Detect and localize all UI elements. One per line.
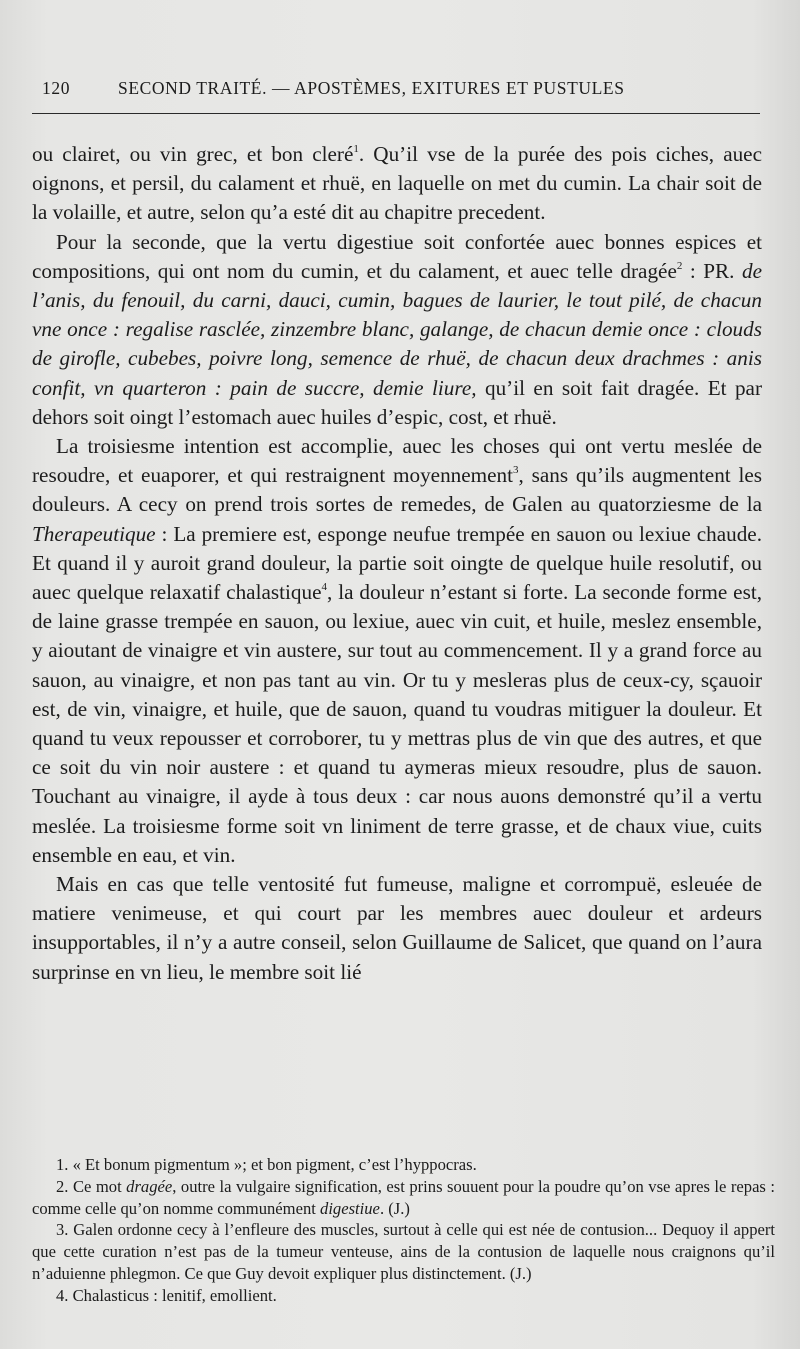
footnote-4: 4. Chalasticus : lenitif, emollient. [56,1285,277,1305]
footnotes [32,1154,775,1307]
page-number: 120 [42,78,71,98]
paragraph-3: La troisiesme intention est accomplie, auec les choses qui ont vertu meslée de resoudre, et euaporer, et qui restraignent moyennement$^3$, sans qu’ils augmentent les douleurs. A cecy on prend trois sortes de remedes, de Galen au quatorziesme de la Therapeutique : La premiere est, esponge neufue trempée en sauon ou lexiue chaude. Et quand il y auroit grand douleur, la partie soit oingte de quelque huile resolutif, ou auec quelque relaxatif chalastique$^4$, la douleur n’estant si forte. La seconde forme est, de laine grasse trempée en sauon, ou lexiue, auec vin cuit, et huile, meslez ensemble, y aioutant de vinaigre et vin austere, sur tout au commencement. Il y a grand force au sauon, au vinaigre, et non pas tant au vin. Or tu y mesleras plus de ceux-cy, sçauoir est, de vin, vinaigre, et huile, que de sauon, quand tu voudras mitiguer la douleur. Et quand tu veux repousser et corroborer, tu y mettras plus de vin que des autres, et que ce soit du vin noir austere : et quand tu aymeras mieux resoudre, plus de sauon. Touchant au vinaigre, il ayde à tous deux : car nous auons demonstré qu’il a vertu meslée. La troisiesme forme soit vn liniment de terre grasse, et de chaux viue, cuits ensemble en eau, et vin. [32,434,763,867]
footnote-ref-2[interactable]: 2 [676,259,683,272]
book-title: Therapeutique [32,521,156,546]
paragraph-1: ou clairet, ou vin grec, et bon cleré$^1$. Qu’il vse de la purée des pois ciches, auec oignons, et persil, du calament et rhuë, en laquelle on met du cumin. La chair soit de la volaille, et autre, selon qu’a esté dit au chapitre precedent. [32,142,762,225]
main-text [32,140,762,987]
recipe-text: de l’anis, du fenouil, du carni, dauci, cumin, bagues de laurier, le tout pilé, de chacun vne once : regalise rasclée, zinzembre blanc, galange, de chacun demie once : clouds de girofle, cubebes, poivre long, semence de rhuë, de chacun deux drachmes : anis confit, vn quarteron : pain de succre, demie liure, [32,258,762,400]
footnote-2: 2. Ce mot dragée, outre la vulgaire signification, est prins souuent pour la poudre qu’on vse apres le repas : comme celle qu’on nomme communément digestiue. (J.) [32,1176,775,1218]
footnote-3: 3. Galen ordonne cecy à l’enfleure des muscles, surtout à celle qui est née de contusion... Dequoy il appert que cette curation n’est pas de la tumeur venteuse, ains de la contusion de laquelle nous craignons qu’il n’aduienne phlegmon. Ce que Guy devoit expliquer plus distinctement. (J.) [32,1220,775,1283]
footnote-ref-3[interactable]: 3 [513,464,519,477]
paragraph-4: Mais en cas que telle ventosité fut fumeuse, maligne et corrompuë, esleuée de matiere venimeuse, et qui court par les membres auec douleur et ardeurs insupportables, il n’y a autre conseil, selon Guillaume de Salicet, que quand on l’aura surprinse en vn lieu, le membre soit lié [32,872,762,984]
footnote-ref-4[interactable]: 4 [321,581,327,594]
header-rule [32,113,760,114]
footnote-1: 1. « Et bonum pigmentum »; et bon pigment, c’est l’hyppocras. [56,1155,477,1174]
footnote-ref-1[interactable]: 1 [353,143,359,155]
running-title: SECOND TRAITÉ. — APOSTÈMES, EXITURES ET PUSTULES [118,78,625,98]
paragraph-2: Pour la seconde, que la vertu digestiue soit confortée auec bonnes espices et compositions, qui ont nom du cumin, et du calament, et auec telle dragée$^2$ : PR. de l’anis, du fenouil, du carni, dauci, cumin, bagues de laurier, le tout pilé, de chacun vne once : regalise rasclée, zinzembre blanc, galange, de chacun demie once : clouds de girofle, cubebes, poivre long, semence de rhuë, de chacun deux drachmes : anis confit, vn quarteron : pain de succre, demie liure, qu’il en soit fait dragée. Et par dehors soit oingt l’estomach auec huiles d’espic, cost, et rhuë. [32,229,763,429]
